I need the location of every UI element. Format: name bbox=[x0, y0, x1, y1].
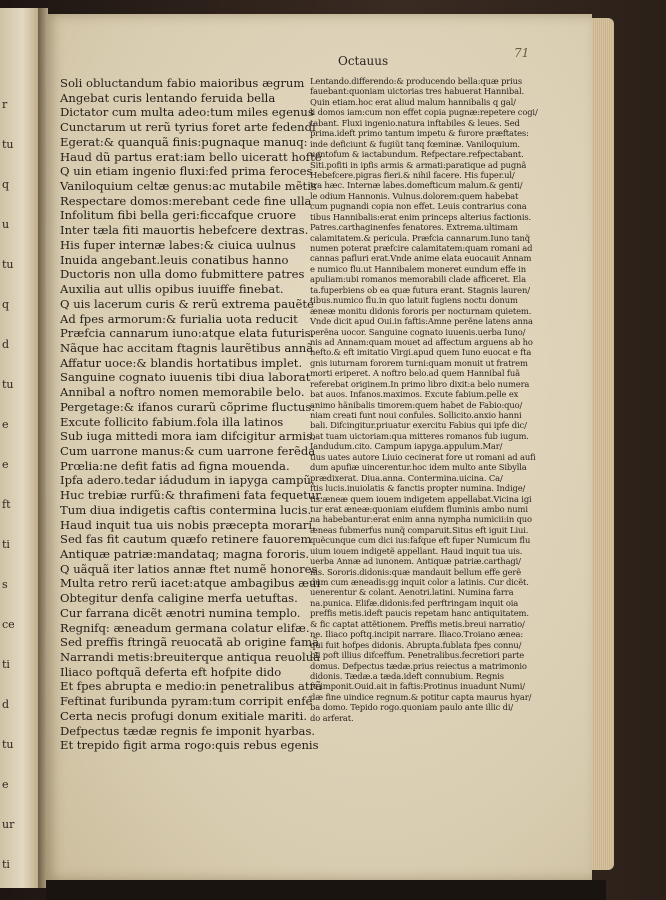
verse-line: Sed fas fit cautum quæfo retinere fauorem bbox=[60, 532, 312, 547]
left-page-fragment: ur bbox=[2, 818, 15, 831]
commentary-line: na habebantur:erat enim anna nympha numicii:in quo bbox=[310, 514, 532, 525]
commentary-line: dum cum æneadis:gg inquit color a latinis. Cur dicẽt. bbox=[310, 577, 529, 587]
left-page-fragment: tu bbox=[2, 738, 14, 751]
left-page-fragment: ce bbox=[2, 618, 15, 631]
left-page-fragment: ti bbox=[2, 538, 10, 551]
verse-line: Huc trebiæ rurfũ:& thrafimeni fata fequetur. bbox=[60, 488, 324, 503]
verse-line: Pergetage:& ifanos curarũ cõprime fluctus: bbox=[60, 399, 316, 414]
book-bottom-shadow bbox=[46, 880, 606, 900]
commentary-line: fe imponit.Ouid.ait in faftis:Protinus inuadunt Numi/ bbox=[310, 681, 525, 692]
verse-line: Soli obluctandum fabio maioribus ægrum bbox=[60, 76, 305, 90]
verse-line: Affatur uoce:& blandis hortatibus implet. bbox=[60, 355, 303, 370]
commentary-line: cum pugnandi copia non effet. Leuis contrarius cona bbox=[310, 201, 527, 212]
commentary-line: dum apufiæ uincerentur.hoc idem multo ante Sibylla bbox=[310, 462, 527, 473]
verse-line: Q uin etiam ingenio fluxi:fed prima feroces bbox=[60, 164, 313, 179]
commentary-line: ftis lucis.inuiolatis & fanctis propter numina. Indige/ bbox=[310, 483, 526, 494]
left-page-fragment: tu bbox=[2, 138, 14, 151]
commentary-line: fauebant:quoniam uictorias tres habuerat Hannibal. bbox=[310, 86, 525, 97]
verse-line: Sanguine cognato iuuenis tibi diua laborat bbox=[60, 370, 311, 385]
folio-number: 71 bbox=[514, 46, 530, 60]
verse-line: Egerat:& quanquã finis:pugnaque manuq: bbox=[60, 134, 308, 149]
verse-line: Respectare domos:merebant cede fine ulla bbox=[60, 193, 312, 208]
commentary-line: preffis metis.ideft paucis repetam hanc antiquitatem. bbox=[310, 608, 529, 619]
commentary-line: tra hæc. Internæ labes.domefticum malum.& genti/ bbox=[310, 180, 523, 191]
left-page-fragment: tu bbox=[2, 258, 14, 271]
commentary-line: Lentando.differendo:& producendo bella:quæ prius bbox=[310, 76, 523, 86]
verse-line: Nãque hac accitam ftagnis laurẽtibus annã bbox=[60, 340, 314, 355]
commentary-line: numen poterat præfcire calamitatem:quam romani ad bbox=[310, 243, 533, 253]
verse-line: Et fpes abrupta e medio:in penetralibus atrã bbox=[60, 679, 323, 694]
commentary-line: apuliam:ubi romanos memorabili clade afficeret. Ela bbox=[310, 274, 526, 285]
verse-line: Angebat curis lentando feruida bella bbox=[60, 90, 276, 105]
commentary-line: bat tuam uictoriam:qua mitteres romanos fub iugum. bbox=[310, 430, 529, 441]
commentary-line: tis.æneæ quem iouem indigetem appellabat.Vicina igi bbox=[310, 493, 532, 504]
commentary-line: animo hãnibalis timorem:quem habet de Fabio:quo/ bbox=[310, 399, 523, 410]
left-page-fragment: e bbox=[2, 778, 9, 791]
left-page-fragment: ft bbox=[2, 498, 11, 511]
commentary-line: tabant. Fluxi ingenio.natura inftabiles & leues. Sed bbox=[310, 117, 520, 128]
commentary-line: prima.ideft primo tantum impetu & furore præftates: bbox=[310, 128, 529, 139]
verse-line: Ductoris non ulla domo fubmittere patres bbox=[60, 267, 305, 282]
left-page-fragment: ti bbox=[2, 858, 10, 871]
verse-line: His fuper internæ labes:& ciuica uulnus bbox=[60, 237, 296, 252]
verse-line: Tum diua indigetis caftis contermina lucis. bbox=[60, 502, 312, 517]
left-page-fragment: q bbox=[2, 298, 10, 311]
commentary-line: uenerentur & colant. Aenotri.latini. Numina farra bbox=[310, 587, 514, 598]
left-page-fragment: e bbox=[2, 418, 9, 431]
page-fore-edge bbox=[592, 18, 614, 870]
verse-line: Iliaco poftquã deferta eft hofpite dido bbox=[60, 664, 282, 679]
verse-line: Certa necis profugi donum exitiale mariti. bbox=[60, 708, 308, 723]
commentary-line: nis. Sororis.didonis:quæ mandauit bellum effe gerẽ bbox=[310, 566, 522, 577]
commentary-line: qui fuit hofpes didonis. Abrupta.fublata fpes connu/ bbox=[310, 639, 522, 650]
commentary-line: referebat originem.In primo libro dixit:a belo numera bbox=[310, 378, 530, 389]
commentary-line: e numico flu.ut Hannibalem moneret eundum effe in bbox=[310, 263, 526, 274]
verse-line: Præfcia cannarum iuno:atque elata futuris. bbox=[60, 326, 315, 341]
verse-line: Cunctarum ut rerũ tyrius foret arte fedendi bbox=[60, 120, 316, 135]
commentary-line: do arferat. bbox=[310, 712, 354, 723]
commentary-line: li domos iam:cum non effet copia pugnæ:repetere cogi/ bbox=[310, 107, 538, 118]
verse-line: Dictator cum multa adeo:tum miles egenus bbox=[60, 105, 314, 120]
commentary-line: æneæ monitu didonis fororis per nocturnam quietem. bbox=[310, 305, 532, 316]
left-page-fragment: q bbox=[2, 178, 10, 191]
commentary-line: domus. Defpectus tædæ.prius reiectus a matrimonio bbox=[310, 660, 527, 671]
commentary-line: bali. Difcingitur.priuatur exercitu Fabius qui ipfe dic/ bbox=[310, 420, 527, 431]
commentary-line: tibus.numico flu.in quo latuit fugiens noctu donum bbox=[310, 295, 518, 306]
commentary-line: Siti.pofiti in ipfis armis & armati:paratique ad pugnã bbox=[310, 159, 527, 170]
left-page-fragment: d bbox=[2, 338, 10, 351]
commentary-line: tur erat æneæ:quoniam eiufdem fluminis ambo numi bbox=[310, 503, 528, 514]
verse-line: Feftinat furibunda pyram:tum corripit enfé bbox=[60, 694, 313, 709]
verse-line: Obtegitur denfa caligine merfa uetuftas. bbox=[60, 591, 298, 606]
commentary-line: nis ad Annam:quam mouet ad affectum arguens ab ho bbox=[310, 336, 533, 347]
verse-line: Inuida angebant.leuis conatibus hanno bbox=[60, 252, 289, 267]
commentary-line: uium iouem indigetẽ appellant. Haud inquit tua uis. bbox=[310, 545, 523, 556]
verse-column bbox=[60, 76, 324, 753]
commentary-line: ta.fuperbiens ob ea quæ futura erant. Stagnis lauren/ bbox=[310, 284, 530, 295]
verse-line: Haud inquit tua uis nobis præcepta morari. bbox=[60, 517, 316, 532]
left-page-fragment: d bbox=[2, 698, 10, 711]
commentary-line: didonis. Tædæ.a tæda.ideft connubium. Regnis bbox=[310, 670, 504, 681]
left-page-fragment: r bbox=[2, 98, 8, 111]
verse-line: Q uis lacerum curis & rerũ extrema pauẽté bbox=[60, 296, 314, 311]
commentary-line: uentofum & iactabundum. Refpectare.refpectabant. bbox=[310, 149, 524, 160]
commentary-line: ne. Iliaco poftq.incipit narrare. Iliaco.Troiano æneа: bbox=[310, 629, 524, 640]
commentary-line: inde deficiunt & fugiũt tanq fœminæ. Vaniloquium. bbox=[310, 138, 520, 149]
verse-line: Et trepido figit arma rogo:quis rebus egenis bbox=[60, 738, 319, 753]
commentary-line: Patres.carthaginenfes fenatores. Extrema.ultimam bbox=[310, 222, 518, 233]
commentary-line: dæ fine uindice regnum.& potitur capta maurus hyar/ bbox=[310, 691, 532, 702]
verse-line: Excute follicito fabium.fola illa latinos bbox=[60, 414, 284, 429]
verse-line: Ipfa adero.tedar iádudum in iapyga campũ. bbox=[60, 473, 315, 488]
verse-line: Narrandi metis:breuiterque antiqua reuoluã bbox=[60, 650, 321, 665]
verse-line: Ad fpes armorum:& furialia uota reducit bbox=[60, 311, 298, 326]
commentary-line: quẽcunque cum dici ius:fafque eft fuper Numicum flu bbox=[310, 535, 531, 546]
left-page-fragment: tu bbox=[2, 378, 14, 391]
commentary-line: Iandudum.cito. Campum iapyga.appulum.Mar/ bbox=[310, 441, 503, 452]
commentary-line: tius uates autore Liuio cecinerat fore ut romani ad aufi bbox=[310, 451, 536, 462]
commentary-line: Hebefcere.pigras fieri.& nihil facere. His fuper.ul/ bbox=[310, 169, 515, 180]
verse-line: Annibal a noftro nomen memorabile belo. bbox=[60, 385, 305, 400]
left-page-fragment: ti bbox=[2, 658, 10, 671]
verse-line: Prœlia:ne defit fatis ad figna mouenda. bbox=[60, 458, 290, 473]
commentary-line: prædixerat. Diua.anna. Contermina.uicina. Ca/ bbox=[310, 472, 503, 483]
verse-line: Sub iuga mittedi mora iam difcigitur armis. bbox=[60, 429, 316, 444]
verse-line: Auxilia aut ullis opibus iuuiffe finebat. bbox=[60, 282, 284, 297]
commentary-line: Quin etiam.hoc erat aliud malum hannibalis q gal/ bbox=[310, 96, 516, 107]
commentary-line: perẽna uocor. Sanguine cognato iuuenis.uerba Iuno/ bbox=[310, 326, 526, 337]
commentary-line: Vnde dicit apud Oui.in faftis:Amne perẽne latens anna bbox=[310, 316, 533, 327]
commentary-line: calamitatem.& pericula. Præfcia cannarum.Iuno tanq̃ bbox=[310, 232, 530, 243]
commentary-line: & fic captat attẽtionem. Preffis metis.breui narratio/ bbox=[310, 618, 525, 629]
verse-line: Cur farrana dicẽt ænotri numina templo. bbox=[60, 605, 301, 620]
verse-line: Haud dũ partus erat:iam bello uiceratt hofté bbox=[60, 149, 322, 164]
verse-line: Antiquæ patriæ:mandataq; magna fororis. bbox=[60, 547, 310, 561]
commentary-line: uerba Annæ ad iunonem. Antiquæ patriæ.carthagi/ bbox=[310, 556, 521, 567]
left-page-fragment: e bbox=[2, 458, 9, 471]
commentary-line: gnis iuturnam fororem turni:quam monuit ut fratrem bbox=[310, 357, 528, 368]
commentary-line: bii poft illius difceffum. Penetralibus.fecretiori parte bbox=[310, 650, 525, 661]
verse-line: Cum uarrone manus:& cum uarrone ferẽda bbox=[60, 443, 316, 458]
verse-line: Inter tæla fiti mauortis hebefcere dextras. bbox=[60, 223, 309, 238]
left-page-edge bbox=[0, 8, 39, 888]
commentary-line: bat auos. Infanos.maximos. Excute fabium.pelle ex bbox=[310, 389, 519, 400]
verse-line: Sed preffis ftringã reuocatã ab origine famã bbox=[60, 635, 320, 650]
commentary-line: cannas pafluri erat.Vnde anime elata euocauit Annam bbox=[310, 253, 532, 264]
running-header: Octauus bbox=[338, 54, 389, 68]
left-page-fragment: u bbox=[2, 218, 10, 231]
verse-line: Q uãquã iter latios annæ ftet numẽ honores bbox=[60, 561, 318, 576]
verse-line: Multa retro rerũ iacet:atque ambagibus æui bbox=[60, 576, 321, 591]
commentary-line: ba domo. Tepido rogo.quoniam paulo ante illic di/ bbox=[310, 702, 514, 713]
commentary-line: morti eriperet. A noftro belo.ad quem Hannibal fuã bbox=[310, 368, 520, 379]
commentary-line: tibus Hannibalis:erat enim princeps alterius factionis. bbox=[310, 211, 532, 222]
commentary-column bbox=[310, 76, 548, 723]
verse-line: Infolitum fibi bella geri:ficcafque cruore bbox=[60, 208, 297, 223]
left-page-fragment: s bbox=[2, 578, 8, 591]
commentary-line: niam creati funt noui confules. Sollicito.anxio hanni bbox=[310, 410, 522, 420]
commentary-line: nefto.& eft imitatio Virgi.apud quem Iuno euocat e fta bbox=[310, 347, 532, 358]
commentary-line: le odium Hannonis. Vulnus.dolorem:quem habebat bbox=[310, 190, 519, 201]
verse-line: Regnifq: æneadum germana colatur elifæ. bbox=[60, 620, 310, 635]
verse-line: Vaniloquium celtæ genus:ac mutabile mẽtis bbox=[60, 179, 317, 194]
verse-line: Defpectus tædæ regnis fe imponit hyarbas. bbox=[60, 723, 316, 738]
commentary-line: æneas fubmerfus nunq̃ comparuit.Situs eft iguit Liui. bbox=[310, 524, 529, 535]
commentary-line: na.punica. Elifæ.didonis:fed perftringam inquit oia bbox=[310, 597, 519, 608]
